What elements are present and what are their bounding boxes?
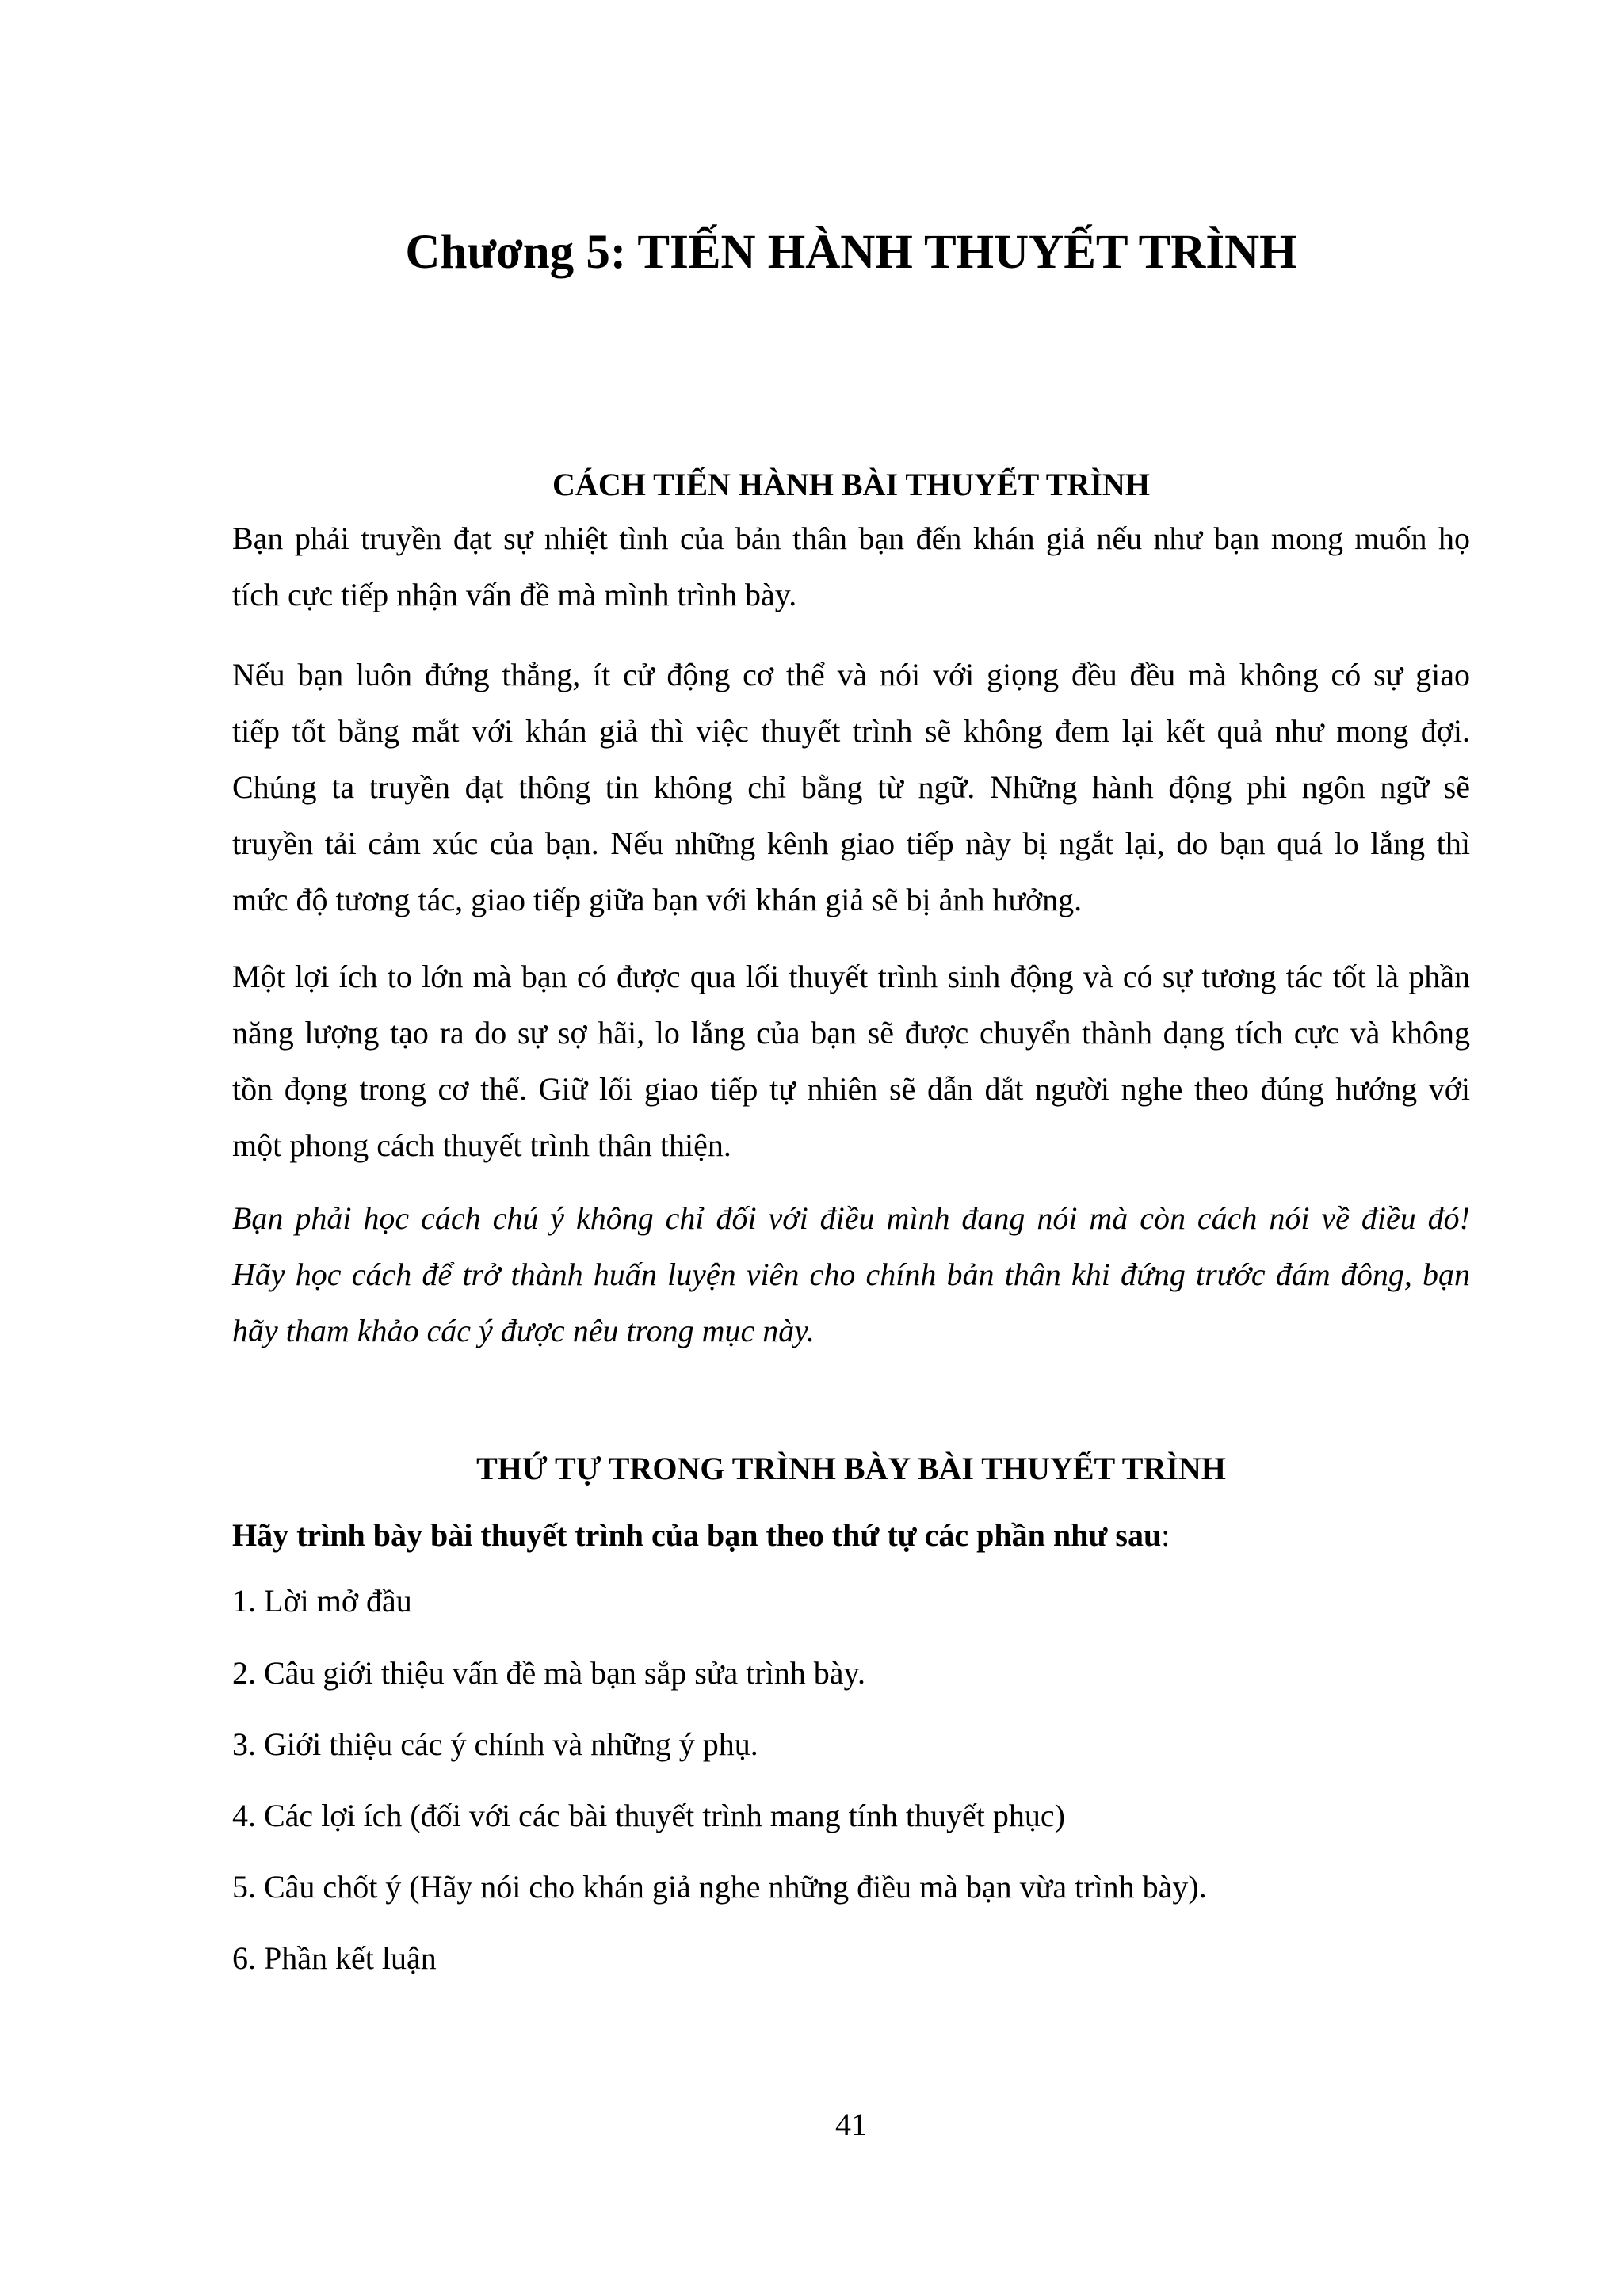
paragraph-line: Bạn phải truyền đạt sự nhiệt tình của bản thân bạn đến khán giả nếu như bạn mong muốn họ — [232, 521, 1470, 556]
paragraph-line: Bạn phải học cách chú ý không chỉ đối với điều mình đang nói mà còn cách nói về điều đó! — [232, 1200, 1470, 1236]
paragraph-line: Một lợi ích to lớn mà bạn có được qua lối thuyết trình sinh động và có sự tương tác tốt là phần — [232, 959, 1470, 994]
paragraph-body-language — [232, 646, 1470, 928]
paragraph-line: Hãy học cách để trở thành huấn luyện viên cho chính bản thân khi đứng trước đám đông, bạn — [232, 1257, 1470, 1292]
paragraph-line: tích cực tiếp nhận vấn đề mà mình trình bày. — [232, 577, 797, 612]
paragraph-line: tiếp tốt bằng mắt với khán giả thì việc thuyết trình sẽ không đem lại kết quả như mong đợi. — [232, 713, 1470, 749]
paragraph-line: hãy tham khảo các ý được nêu trong mục này. — [232, 1313, 815, 1348]
paragraph-italic-advice — [232, 1190, 1470, 1359]
section-heading-presentation-order: THỨ TỰ TRONG TRÌNH BÀY BÀI THUYẾT TRÌNH — [476, 1451, 1226, 1486]
list-item: 2. Câu giới thiệu vấn đề mà bạn sắp sửa trình bày. — [232, 1655, 865, 1691]
paragraph-line: mức độ tương tác, giao tiếp giữa bạn với khán giả sẽ bị ảnh hưởng. — [232, 882, 1083, 917]
paragraph-line: một phong cách thuyết trình thân thiện. — [232, 1127, 731, 1163]
order-lead-bold: Hãy trình bày bài thuyết trình của bạn theo thứ tự các phần như sau — [232, 1517, 1162, 1553]
order-lead-colon: : — [1161, 1517, 1170, 1553]
paragraph-line: Chúng ta truyền đạt thông tin không chỉ bằng từ ngữ. Những hành động phi ngôn ngữ sẽ — [232, 769, 1470, 805]
paragraph-line: truyền tải cảm xúc của bạn. Nếu những kênh giao tiếp này bị ngắt lại, do bạn quá lo lắng thì — [232, 826, 1470, 861]
paragraph-line: tồn đọng trong cơ thể. Giữ lối giao tiếp tự nhiên sẽ dẫn dắt người nghe theo đúng hướng với — [232, 1071, 1470, 1107]
paragraph-enthusiasm — [232, 510, 1470, 623]
chapter-title: Chương 5: TIẾN HÀNH THUYẾT TRÌNH — [405, 226, 1297, 279]
paragraph-line: Nếu bạn luôn đứng thẳng, ít cử động cơ thể và nói với giọng đều đều mà không có sự giao — [232, 657, 1470, 692]
paragraph-line: năng lượng tạo ra do sự sợ hãi, lo lắng của bạn sẽ được chuyển thành dạng tích cực và không — [232, 1015, 1470, 1051]
order-lead-text — [232, 1516, 1170, 1554]
page-number: 41 — [835, 2107, 867, 2142]
paragraph-benefit — [232, 948, 1470, 1173]
list-item: 1. Lời mở đầu — [232, 1583, 412, 1619]
list-item: 5. Câu chốt ý (Hãy nói cho khán giả nghe những điều mà bạn vừa trình bày). — [232, 1869, 1207, 1905]
list-item: 4. Các lợi ích (đối với các bài thuyết trình mang tính thuyết phục) — [232, 1798, 1065, 1833]
list-item: 3. Giới thiệu các ý chính và những ý phụ. — [232, 1726, 758, 1762]
list-item: 6. Phần kết luận — [232, 1940, 437, 1976]
section-heading-how-to-present: CÁCH TIẾN HÀNH BÀI THUYẾT TRÌNH — [552, 467, 1150, 502]
